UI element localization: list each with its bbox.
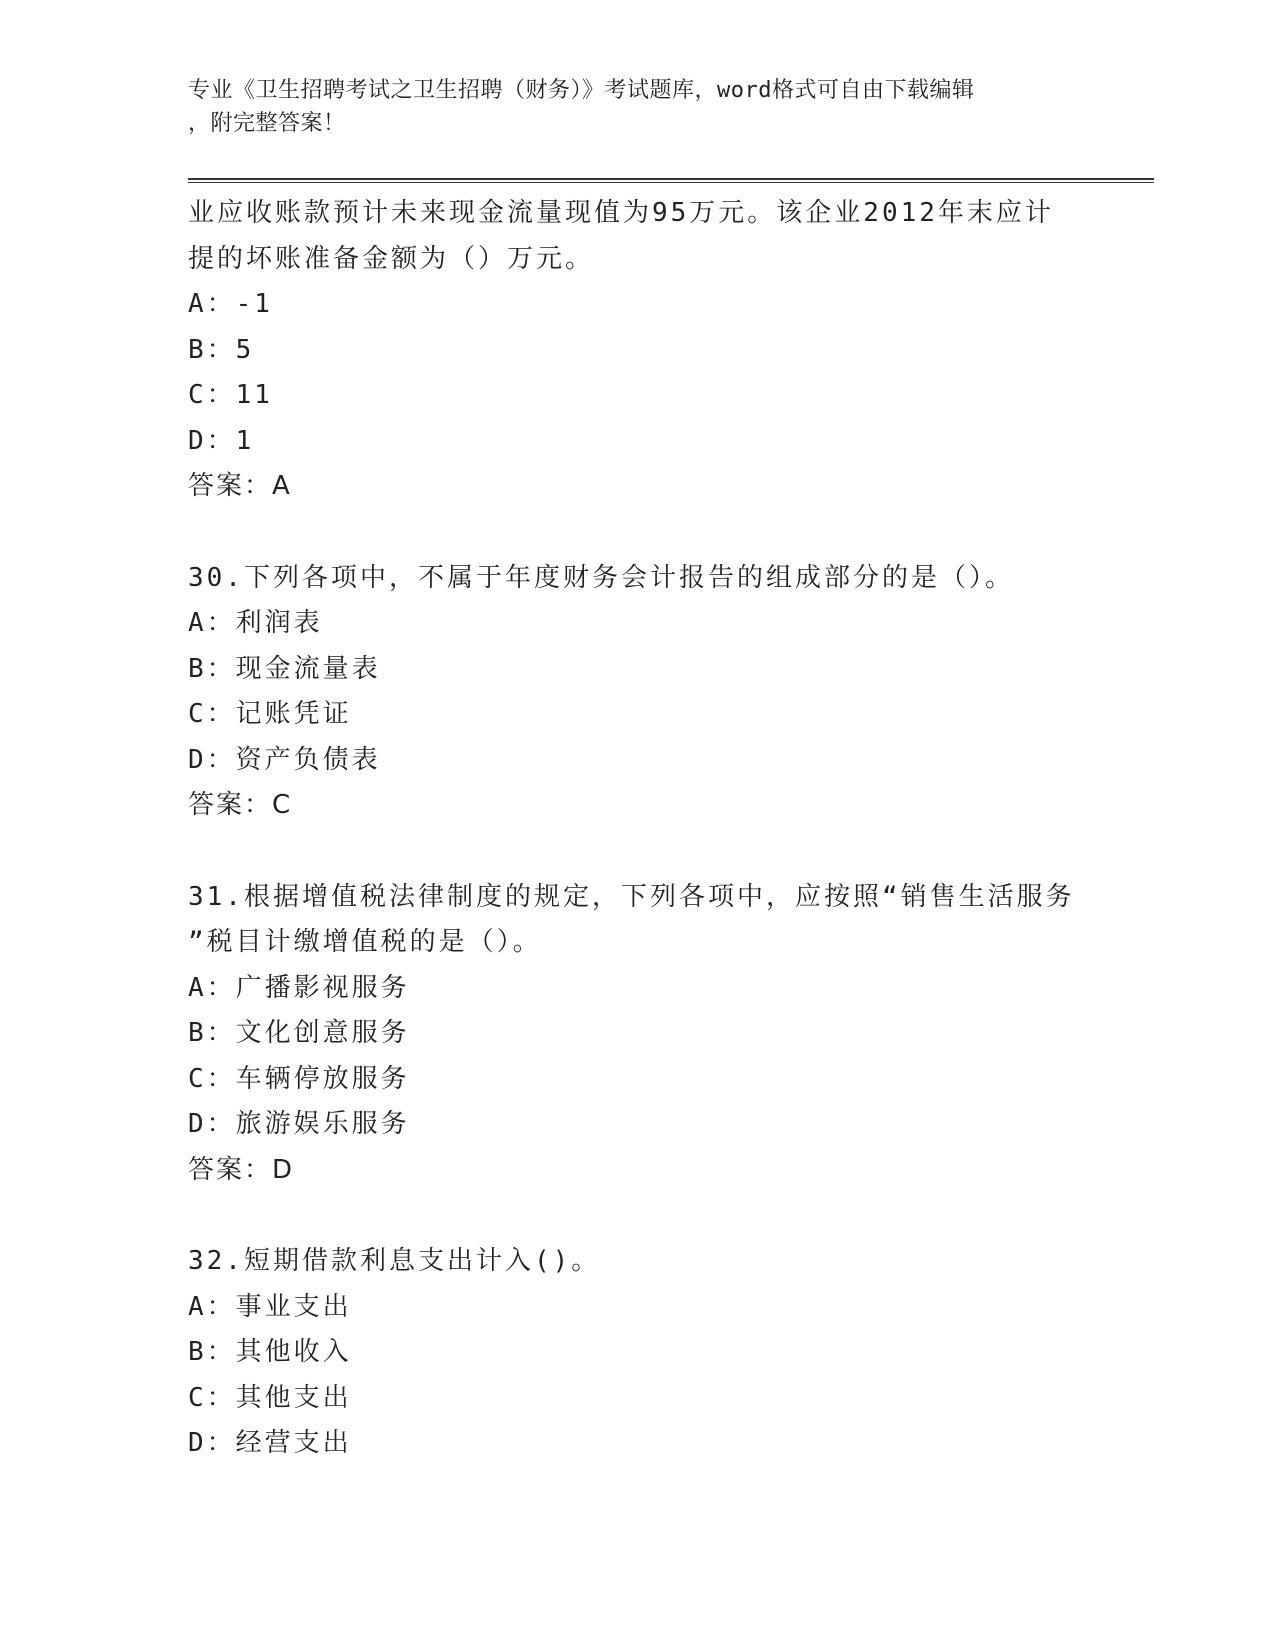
question-30 [188, 556, 1088, 829]
option-b: B：5 [188, 334, 255, 365]
question-31 [188, 875, 1088, 1194]
option-d: D：资产负债表 [188, 744, 381, 775]
option-a: A：广播影视服务 [188, 972, 410, 1003]
option-d: D：经营支出 [188, 1428, 352, 1458]
question-32 [188, 1239, 1088, 1467]
answer: 答案：D [188, 1154, 295, 1185]
answer: 答案：C [188, 790, 293, 820]
header-line-2: ，附完整答案！ [188, 111, 346, 136]
option-b: B：文化创意服务 [188, 1018, 410, 1048]
option-a: A：利润表 [188, 608, 323, 638]
option-d: D：1 [188, 425, 255, 456]
option-c: C：记账凭证 [188, 699, 352, 729]
question-stem: ”税目计缴增值税的是（）。 [188, 927, 542, 957]
question-29 [188, 191, 1088, 510]
option-a: A：事业支出 [188, 1291, 352, 1322]
question-stem: 32.短期借款利息支出计入()。 [188, 1246, 601, 1276]
document-header [188, 74, 1088, 140]
question-stem: 31.根据增值税法律制度的规定，下列各项中，应按照“销售生活服务 [188, 881, 1075, 912]
option-b: B：其他收入 [188, 1337, 352, 1367]
question-list [188, 191, 1088, 1467]
option-b: B：现金流量表 [188, 653, 381, 684]
option-c: C：11 [188, 380, 273, 410]
option-c: C：其他支出 [188, 1382, 352, 1413]
header-divider [188, 178, 1154, 183]
option-d: D：旅游娱乐服务 [188, 1109, 410, 1139]
header-line-1: 专业《卫生招聘考试之卫生招聘（财务）》考试题库，word格式可自由下载编辑 [188, 78, 975, 103]
option-a: A：-1 [188, 289, 273, 319]
answer: 答案：A [188, 471, 292, 501]
option-c: C：车辆停放服务 [188, 1063, 410, 1094]
question-stem: 业应收账款预计未来现金流量现值为95万元。该企业2012年末应计 [188, 198, 1054, 228]
question-stem: 30.下列各项中，不属于年度财务会计报告的组成部分的是（）。 [188, 562, 1014, 593]
question-stem: 提的坏账准备金额为（）万元。 [188, 243, 595, 274]
